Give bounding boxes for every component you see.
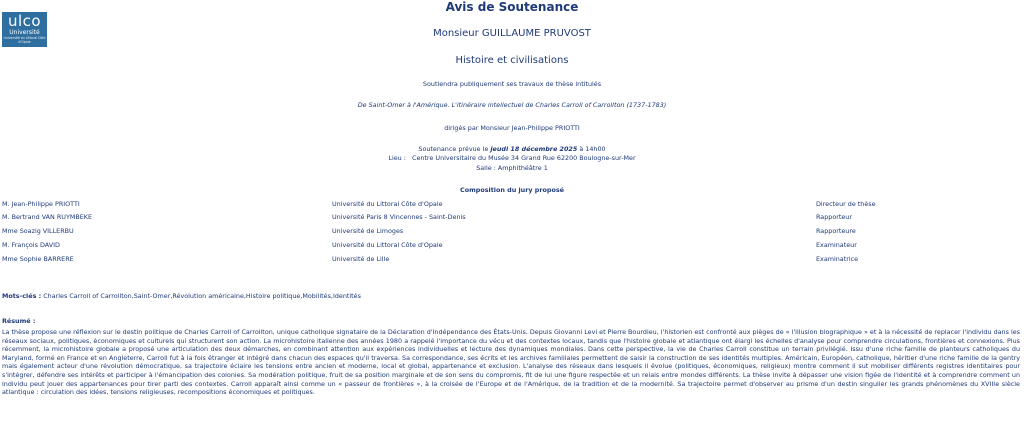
jury-role: Directeur de thèse — [816, 200, 876, 208]
jury-university: Université de Limoges — [332, 227, 404, 235]
keywords-value: Charles Carroll of Carrollton,Saint-Omer,Révolution américaine,Histoire politique,Mobilités,Identités — [41, 292, 361, 300]
jury-name: Mme Sophie BARRERE — [2, 255, 74, 263]
thesis-director: dirigés par Monsieur Jean-Philippe PRIOTTI — [444, 124, 580, 132]
jury-university: Université du Littoral Côte d'Opale — [332, 200, 443, 208]
defense-room: Salle : Amphithéâtre 1 — [476, 164, 548, 172]
defense-time: à 14h00 — [577, 145, 606, 153]
jury-name: M. Jean-Philippe PRIOTTI — [2, 200, 80, 208]
jury-row — [0, 241, 1024, 251]
jury-row — [0, 200, 1024, 210]
resume-text: La thèse propose une réflexion sur le destin politique de Charles Carroll of Carrollton, unique catholique signataire de la Déclaration d'Indépendance des États-Unis. Depuis Giovanni Levi et Pierre Bourdieu, l'historien est confronté aux pièges de « l'illusion biographique » et à la nécessité de replacer l'individu dans les réseaux sociaux, politiques, économiques et culturels qui structurent son action. La microhistoire italienne des années 1980 a rappelé l'importance du vécu et des contextes locaux, tandis que l'histoire globale et atlantique ont élargi les échelles d'analyse pour comprendre circulations, frontières et connexions. Plus récemment, la microhistoire globale a proposé une articulation des deux démarches, en combinant attention aux expériences individuelles et lecture des dynamiques mondiales. Dans cette perspective, la vie de Charles Carroll constitue un terrain privilégié. Issu d'une riche famille de planteurs catholiques du Maryland, formé en France et en Angleterre, Carroll fut à la fois étranger et intégré dans chacun des espaces qu'il traversa. Sa correspondance, ses écrits et les archives familiales permettent de saisir la construction de ses identités multiples. Américain, Européen, catholique, héritier d'une riche famille de la gentry mais également acteur d'une révolution démocratique, sa trajectoire éclaire les tensions entre ancien et moderne, local et global, appartenance et exclusion. L'analyse des réseaux dans lesquels il évolue (politiques, économiques, religieux) montre comment il sut mobiliser différents registres identitaires pour s'intégrer, défendre ses intérêts et participer à l'émancipation des colonies. Sa modération politique, fruit de sa position marginale et de son sens du compromis, fit de lui une figure respectée et un relais entre mondes différents. La thèse invite à dépasser une vision figée de l'identité et à comprendre comment un individu peut jouer des appartenances pour tirer parti des contextes. Carroll apparaît ainsi comme un « passeur de frontières », à la croisée de l'Europe et de l'Amérique, de la tradition et de la modernité. Sa trajectoire permet d'observer au prisme d'un destin singulier les grands phénomènes du XVIIIe siècle atlantique : circulation des idées, tensions religieuses, recompositions économiques et politiques. — [2, 328, 1020, 397]
keywords-label: Mots-clés : — [2, 292, 42, 300]
jury-university: Université de Lille — [332, 255, 390, 263]
jury-name: Mme Soazig VILLERBU — [2, 227, 74, 235]
logo-subtitle: Université du Littoral Côte d'Opale — [3, 36, 46, 44]
jury-role: Examinatrice — [816, 255, 859, 263]
jury-row — [0, 227, 1024, 237]
defense-place: Lieu : Centre Universitaire du Musée 34 Grand Rue 62200 Boulogne-sur-Mer — [388, 154, 636, 162]
jury-row — [0, 213, 1024, 223]
candidate-name: Monsieur GUILLAUME PRUVOST — [433, 28, 591, 39]
defense-date: jeudi 18 décembre 2025 — [490, 145, 578, 153]
logo-university: Université — [9, 29, 40, 36]
logo-brand: ulco — [7, 12, 42, 30]
jury-university: Université Paris 8 Vincennes - Saint-Denis — [332, 213, 466, 221]
defense-date-line — [0, 145, 1024, 153]
jury-row — [0, 255, 1024, 265]
defense-prefix: Soutenance prévue le — [418, 145, 491, 153]
page-title: Avis de Soutenance — [445, 0, 579, 14]
jury-role: Examinateur — [816, 241, 857, 249]
jury-name: M. Bertrand VAN RUYMBEKE — [2, 213, 93, 221]
keywords — [2, 292, 361, 300]
jury-name: M. François DAVID — [2, 241, 60, 249]
thesis-title: De Saint-Omer à l'Amérique. L'itinéraire intellectuel de Charles Carroll of Carrollton (1737-1783) — [357, 101, 667, 109]
jury-university: Université du Littoral Côte d'Opale — [332, 241, 443, 249]
resume-label: Résumé : — [2, 317, 36, 325]
jury-title: Composition du jury proposé — [460, 186, 564, 194]
jury-role: Rapporteure — [816, 227, 856, 235]
thesis-intro: Soutiendra publiquement ses travaux de thèse intitulés — [422, 80, 602, 88]
discipline: Histoire et civilisations — [455, 55, 569, 66]
jury-role: Rapporteur — [816, 213, 852, 221]
